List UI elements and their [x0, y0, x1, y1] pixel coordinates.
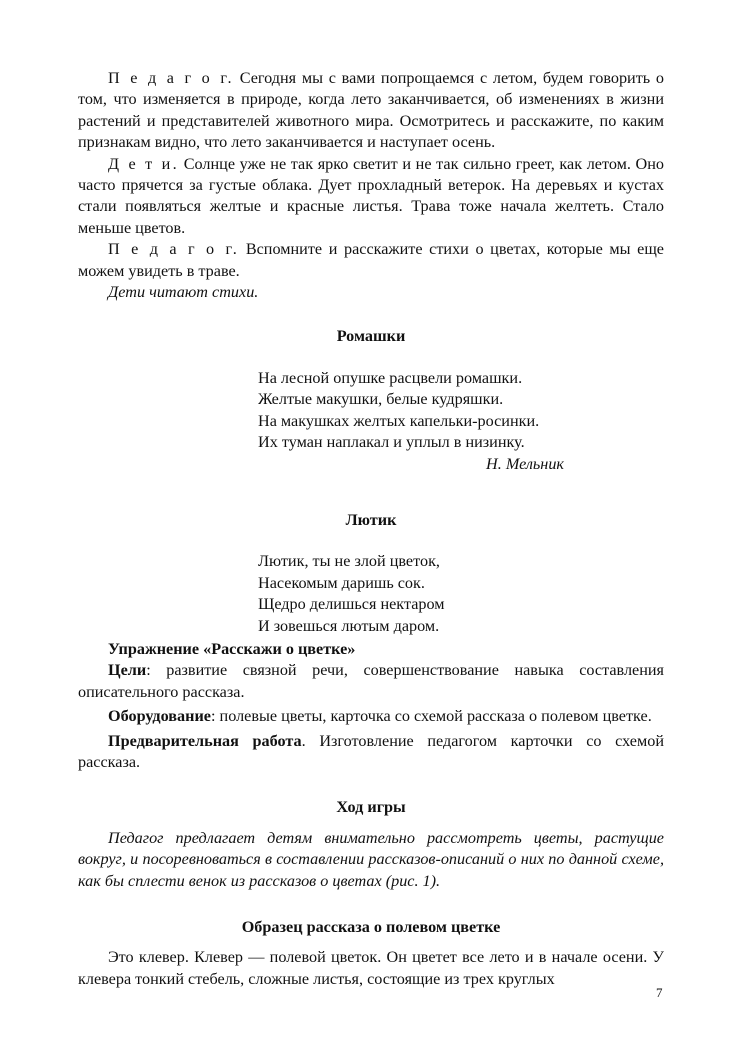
poem-line: И зовешься лютым даром. [258, 616, 440, 635]
paragraph-text: Сегодня мы с вами попрощаемся с летом, будем говорить о том, что изменяется в природе, когда лето заканчивается, об изменениях в жизни растений и представителей животного мира. Осмотритесь и расскажите, по каким признакам видно, что лето заканчивается и наступает осень. [78, 69, 664, 152]
exercise-equipment [78, 706, 664, 727]
poem-line: Желтые макушки, белые кудряшки. [258, 390, 504, 409]
exercise-preparation [78, 731, 664, 774]
poem-line: Насекомым даришь сок. [258, 573, 425, 592]
sample-title: Образец рассказа о полевом цветке [241, 918, 501, 936]
page-body [78, 68, 664, 990]
poem-line: Их туман наплакал и уплыл в низинку. [258, 433, 525, 452]
sample-text: Это клевер. Клевер — полевой цветок. Он цветет все лето и в начале осени. У клевера тонкий стебель, сложные листья, состоящие из трех круглых [78, 948, 664, 988]
exercise-title: Упражнение «Расскажи о цветке» [108, 639, 356, 658]
speaker-children: Д е т и. [108, 154, 180, 173]
goals-label: Цели [108, 661, 147, 680]
poem-lyutik [258, 551, 564, 637]
equipment-label: Оборудование [108, 707, 211, 726]
paragraph-text: Вспомните и расскажите стихи о цветах, которые мы еще можем увидеть в траве. [78, 240, 664, 280]
poem-line: Лютик, ты не злой цветок, [258, 552, 440, 571]
stage-direction: Дети читают стихи. [108, 283, 259, 302]
teacher-paragraph-2 [78, 239, 664, 282]
poem-romashki [258, 368, 564, 475]
poem-line: На макушках желтых капельки-росинки. [258, 411, 540, 430]
preparation-label: Предварительная работа [108, 731, 302, 750]
poem-author: Н. Мельник [486, 454, 564, 473]
teacher-paragraph-1 [78, 68, 664, 154]
children-paragraph [78, 154, 664, 240]
poem-line: На лесной опушке расцвели ромашки. [258, 368, 523, 387]
speaker-teacher: П е д а г о г. [108, 69, 234, 87]
poem-title-romashki: Ромашки [336, 327, 406, 346]
speaker-teacher: П е д а г о г. [108, 240, 240, 259]
poem-line: Щедро делишься нектаром [258, 595, 445, 614]
game-title: Ход игры [336, 798, 406, 817]
paragraph-text: Солнце уже не так ярко светит и не так сильно греет, как летом. Оно часто прячется за густые облака. Дует прохладный ветерок. На деревьях и кустах стали появляться желтые и красные листья. Трава тоже начала желтеть. Стало меньше цветов. [78, 154, 665, 237]
poem-title-lyutik: Лютик [345, 510, 397, 529]
equipment-text: : полевые цветы, карточка со схемой рассказа о полевом цветке. [210, 707, 652, 726]
preparation-text: . Изготовление педагогом карточки со схемой рассказа. [78, 731, 664, 771]
exercise-goals [78, 660, 664, 703]
goals-text: : развитие связной речи, совершенствование навыка составления описательного рассказа. [78, 661, 664, 701]
page-number: 7 [656, 985, 663, 1000]
game-description: Педагог предлагает детям внимательно рассмотреть цветы, растущие вокруг, и посоревноваться в составлении рассказов-описаний о них по данной схеме, как бы сплести венок из рассказов о цветах (рис. 1). [78, 828, 664, 890]
